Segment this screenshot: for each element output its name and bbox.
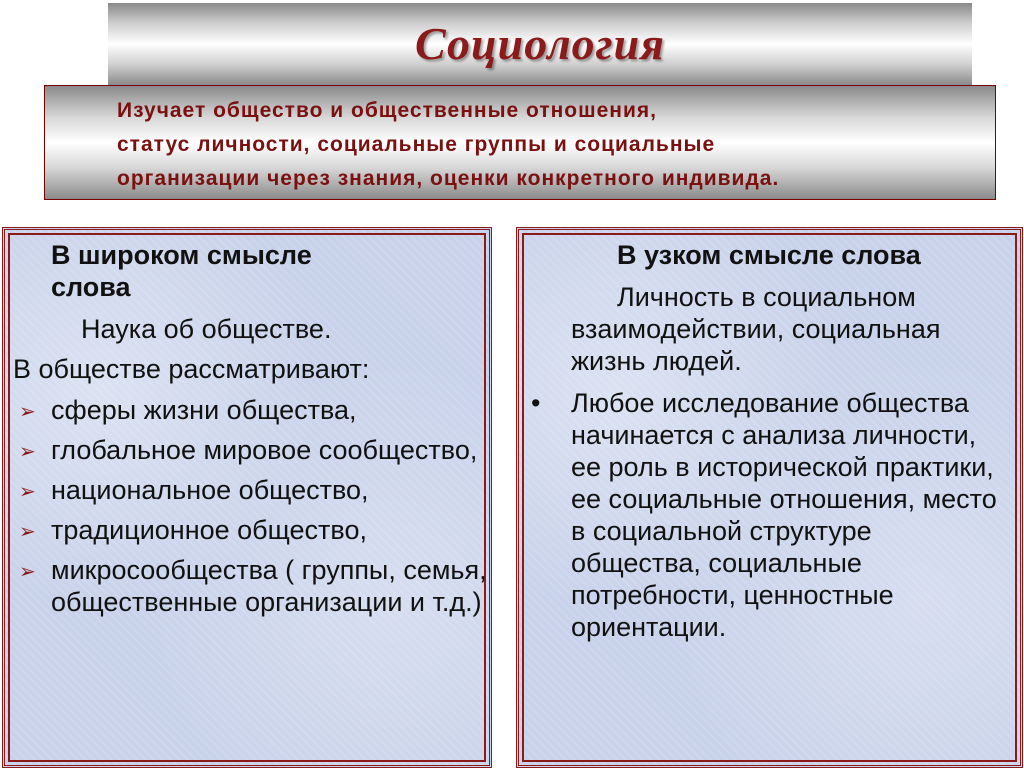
- arrow-bullet-icon: ➢: [19, 481, 36, 503]
- description-line: статус личности, социальные группы и социальные: [117, 133, 716, 156]
- list-item: ➢ глобальное мировое сообщество,: [17, 434, 487, 466]
- broad-sense-heading-line: слова: [51, 272, 131, 302]
- title-bar: [108, 3, 972, 85]
- narrow-sense-intro: Личность в социальном взаимодействии, социальная жизнь людей.: [571, 282, 941, 376]
- arrow-bullet-icon: ➢: [19, 441, 36, 463]
- broad-sense-intro: В обществе рассматривают:: [13, 354, 370, 384]
- list-item: ➢ национальное общество,: [17, 474, 487, 506]
- arrow-bullet-icon: ➢: [19, 521, 36, 543]
- list-item: ➢ сферы жизни общества,: [17, 394, 487, 426]
- description-line: организации через знания, оценки конкретного индивида.: [117, 167, 780, 190]
- broad-sense-panel: [2, 227, 492, 768]
- broad-sense-heading: [51, 239, 471, 303]
- dot-bullet-icon: •: [531, 388, 541, 418]
- arrow-bullet-icon: ➢: [19, 401, 36, 423]
- list-item: ➢ традиционное общество,: [17, 514, 487, 546]
- narrow-sense-item: Любое исследование общества начинается с анализа личности, ее роль в исторической практики, ее социальные отношения, место в социальной структуре общества, социальные потребности, ценностные ориентации.: [571, 388, 997, 642]
- narrow-sense-panel: [516, 227, 1023, 768]
- list-item: ➢ микросообщества ( группы, семья, общественные организации и т.д.): [19, 555, 487, 617]
- narrow-sense-heading: В узком смысле слова: [617, 240, 921, 270]
- description-box: [44, 85, 996, 200]
- broad-sense-heading-line: В широком смысле: [51, 240, 312, 270]
- page-title: Социология: [415, 18, 665, 69]
- broad-sense-list: [17, 394, 487, 626]
- arrow-bullet-icon: ➢: [19, 561, 36, 583]
- description-line: Изучает общество и общественные отношения,: [117, 99, 657, 122]
- broad-sense-subtitle: Наука об обществе.: [81, 314, 332, 344]
- description-text: [117, 94, 977, 196]
